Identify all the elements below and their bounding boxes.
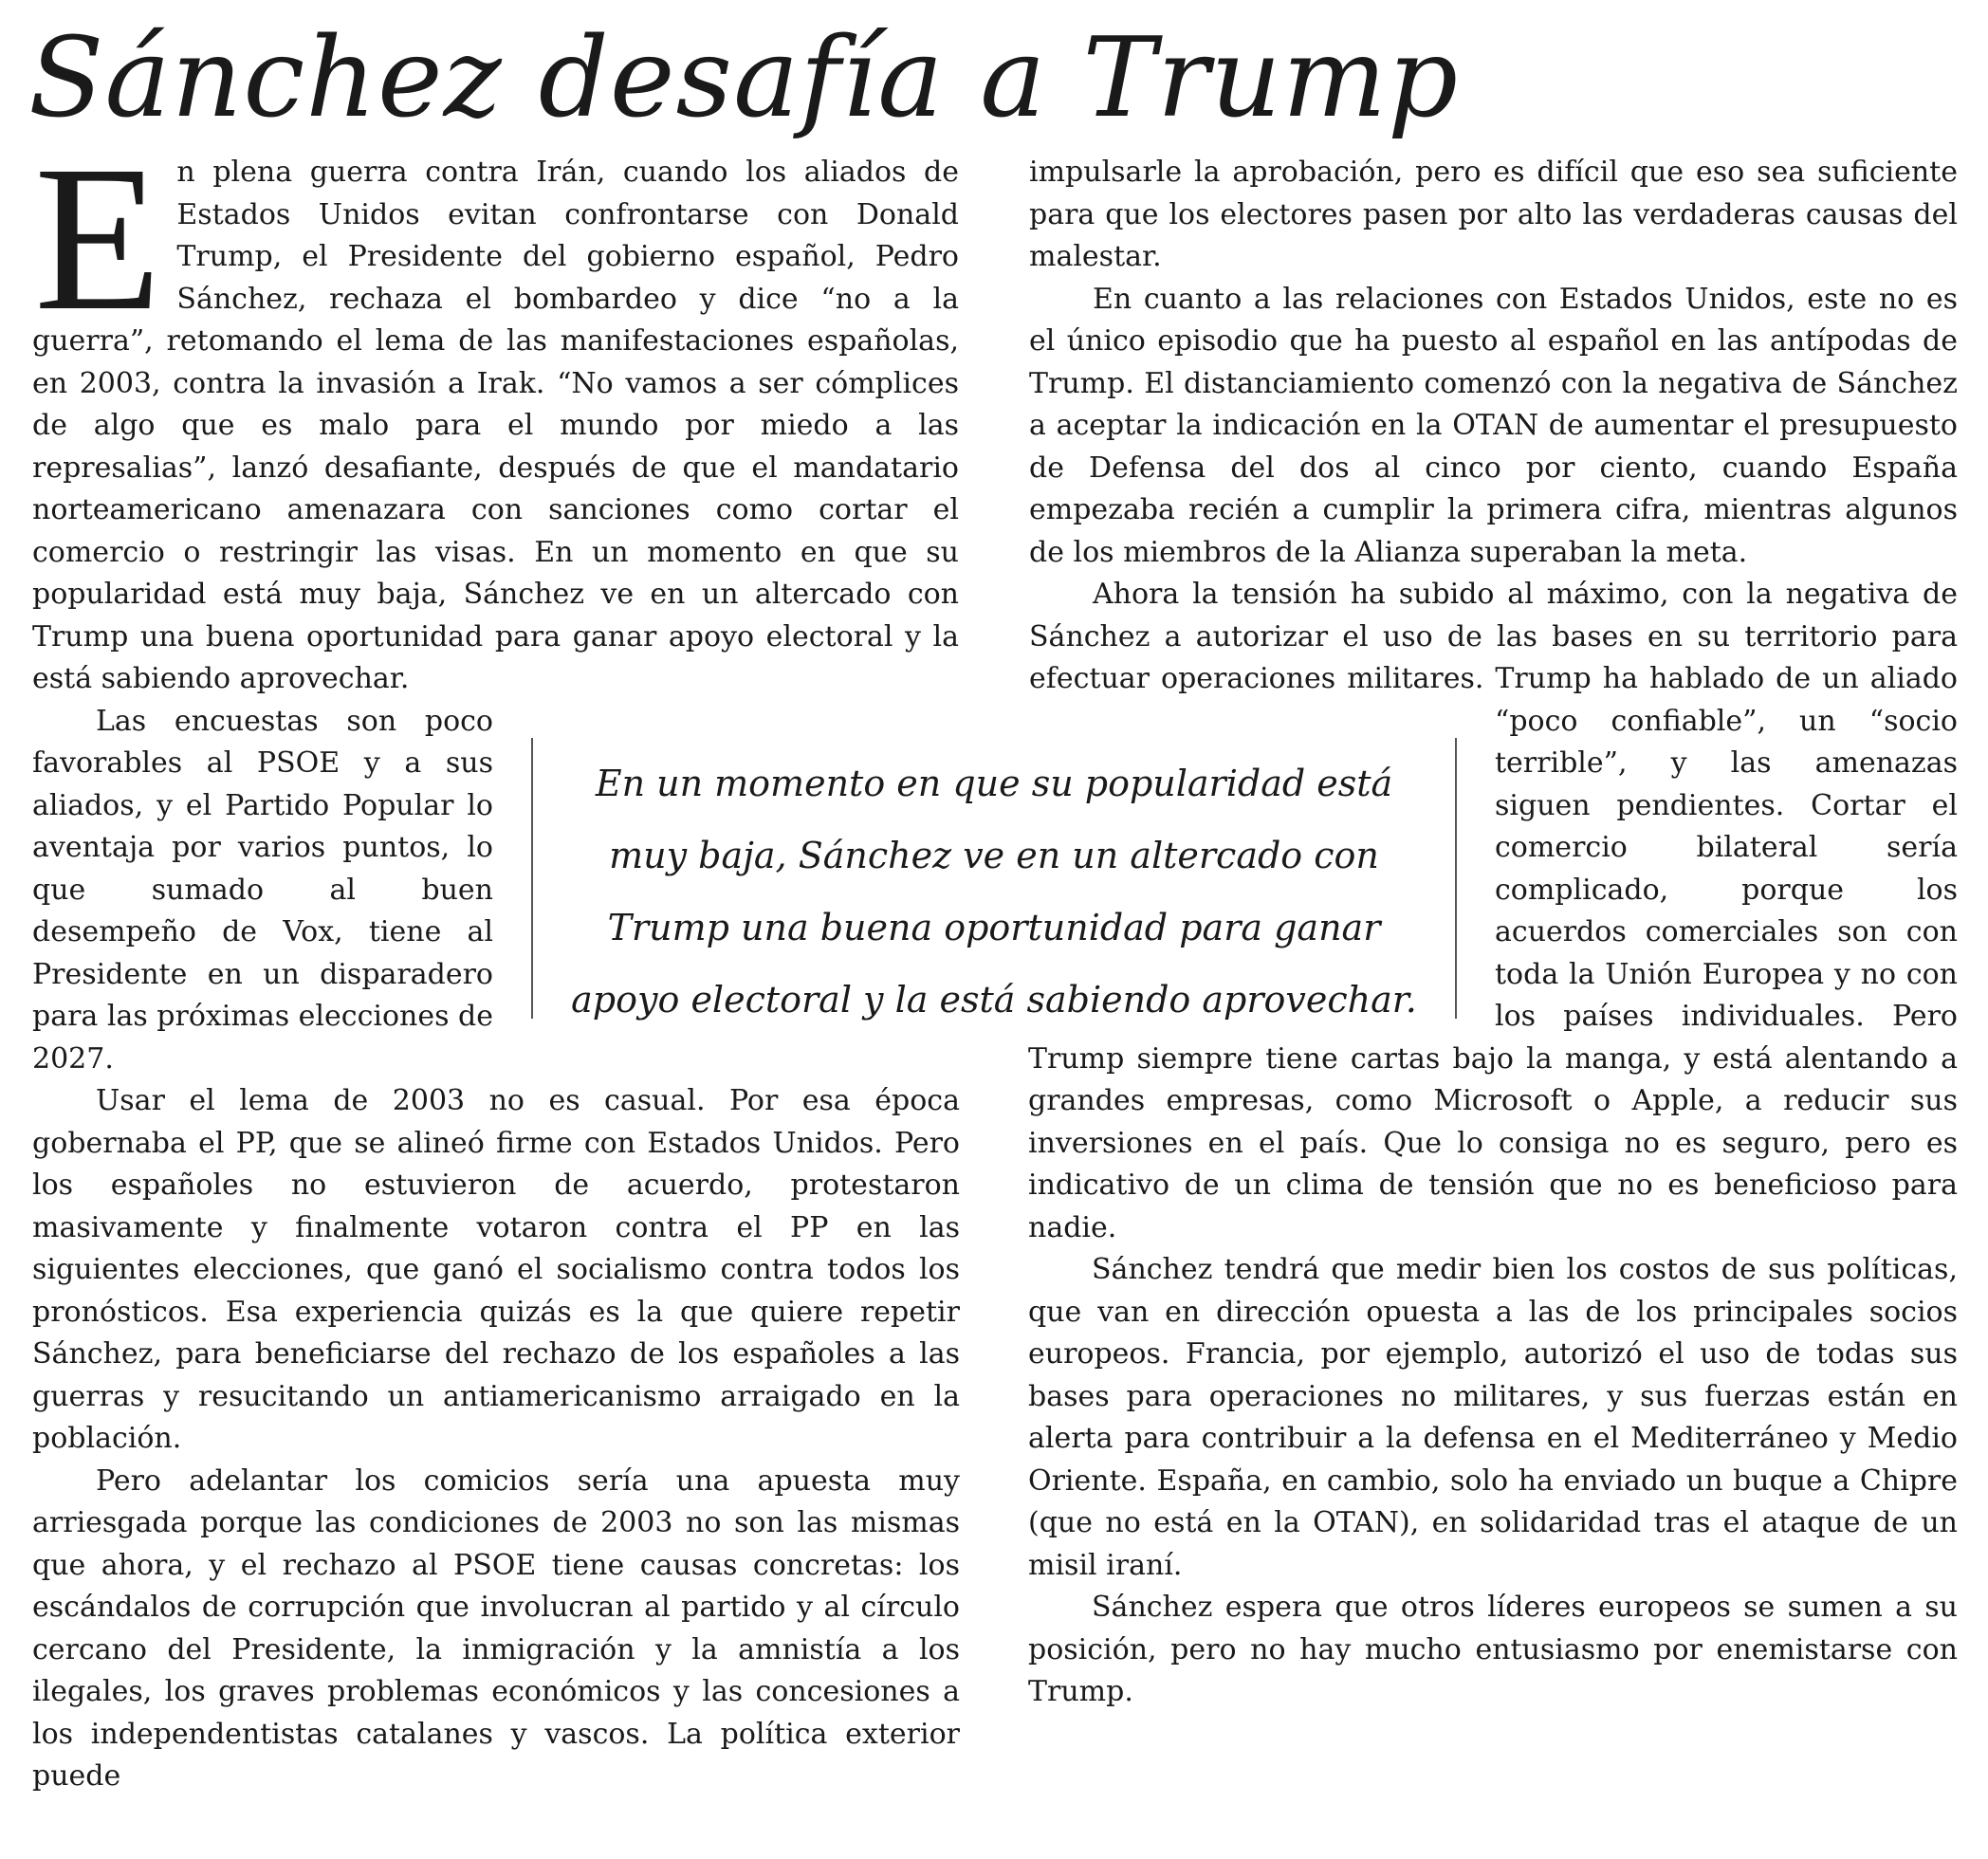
pull-quote-line: apoyo electoral y la está sabiendo aprovechar. [571,979,1417,1021]
right-paragraph-5: Sánchez espera que otros líderes europeos se sumen a su posición, pero no hay mucho entusiasmo por enemistarse con Trump. [1028,1591,1958,1708]
left-paragraph-4: Pero adelantar los comicios sería una apuesta muy arriesgada porque las condiciones de 2003 no son las mismas que ahora, y el rechazo al PSOE tiene causas concretas: los escándalos de corrupción que involucran al partido y al círculo cercano del Presidente, la inmigración y la amnistía a los ilegales, los graves problemas económicos y las concesiones a los independentistas catalanes y vascos. La política exterior puede [32,1463,960,1793]
right-paragraph-4: Sánchez tendrá que medir bien los costos de sus políticas, que van en dirección opuesta a las de los principales socios europeos. Francia, por ejemplo, autorizó el uso de todas sus bases para operaciones no militares, y sus fuerzas están en alerta para contribuir a la defensa en el Mediterráneo y Medio Oriente. España, en cambio, solo ha enviado un buque a Chipre (que no está en la OTAN), en solidaridad tras el ataque de un misil iraní. [1028,1253,1958,1582]
layout-spacer [959,152,960,741]
left-paragraph-3: Usar el lema de 2003 no es casual. Por esa época gobernaba el PP, que se alineó firme con Estados Unidos. Pero los españoles no estuvieron de acuerdo, protestaron masivamente y finalmente votaron contra el PP en las siguientes elecciones, que ganó el socialismo contra todos los pronósticos. Esa experiencia quizás es la que quiere repetir Sánchez, para beneficiarse del rechazo de los españoles a las guerras y resucitando un antiamericanismo arraigado en la población. [32,1084,960,1455]
drop-cap: E [34,122,162,354]
pull-quote-line: muy baja, Sánchez ve en un altercado con [609,835,1379,876]
left-paragraph-1: n plena guerra contra Irán, cuando los aliados de Estados Unidos evitan confrontarse con Donald Trump, el Presidente del gobierno español, Pedro Sánchez, rechaza el bombardeo y dice “no a la guerra”, retomando el lema de las manifestaciones españolas, en 2003, contra la invasión a Irak. “No vamos a ser cómplices de algo que es malo para el mundo por miedo a las represalias”, lanzó desafiante, después de que el mandatario norteamericano amenazara con sanciones como cortar el comercio o restringir las visas. En un momento en que su popularidad está muy baja, Sánchez ve en un altercado con Trump una buena oportunidad para ganar apoyo electoral y la está sabiendo aprovechar. [32,156,959,695]
pull-quote-line: Trump una buena oportunidad para ganar [607,907,1381,948]
right-paragraph-1: impulsarle la aprobación, pero es difícil que eso sea suficiente para que los electores pasen por alto las verdaderas causas del malestar. [1029,156,1958,273]
left-paragraph-2: Las encuestas son poco favorables al PSOE y a sus aliados, y el Partido Popular lo aventaja por varios puntos, lo que sumado al buen desempeño de Vox, tiene al Presidente en un disparadero para las próximas elecciones de 2027. [32,704,493,1076]
right-paragraph-2: En cuanto a las relaciones con Estados Unidos, este no es el único episodio que ha puesto al español en las antípodas de Trump. El distanciamiento comenzó con la negativa de Sánchez a aceptar la indicación en la OTAN de aumentar el presupuesto de Defensa del dos al cinco por ciento, cuando España empezaba recién a cumplir la primera cifra, mientras algunos de los miembros de la Alianza superaban la meta. [1029,282,1958,569]
pull-quote-line: En un momento en que su popularidad está [595,763,1393,804]
headline: Sánchez desafía a Trump [28,14,1460,142]
pull-quote [531,738,1457,1019]
right-paragraph-3: Ahora la tensión ha subido al máximo, con la negativa de Sánchez a autorizar el uso de las bases en su territorio para efectuar operaciones militares. Trump ha hablado de un aliado “poco confiable”, un “socio terrible”, y las amenazas siguen pendientes. Cortar el comercio bilateral sería complicado, porque los acuerdos comerciales son con toda la Unión Europea y no con los países individuales. Pero Trump siempre tiene cartas bajo la manga, y está alentando a grandes empresas, como Microsoft o Apple, a reducir sus inversiones en el país. Que lo consiga no es seguro, pero es indicativo de un clima de tensión que no es beneficioso para nadie. [1028,578,1958,1244]
